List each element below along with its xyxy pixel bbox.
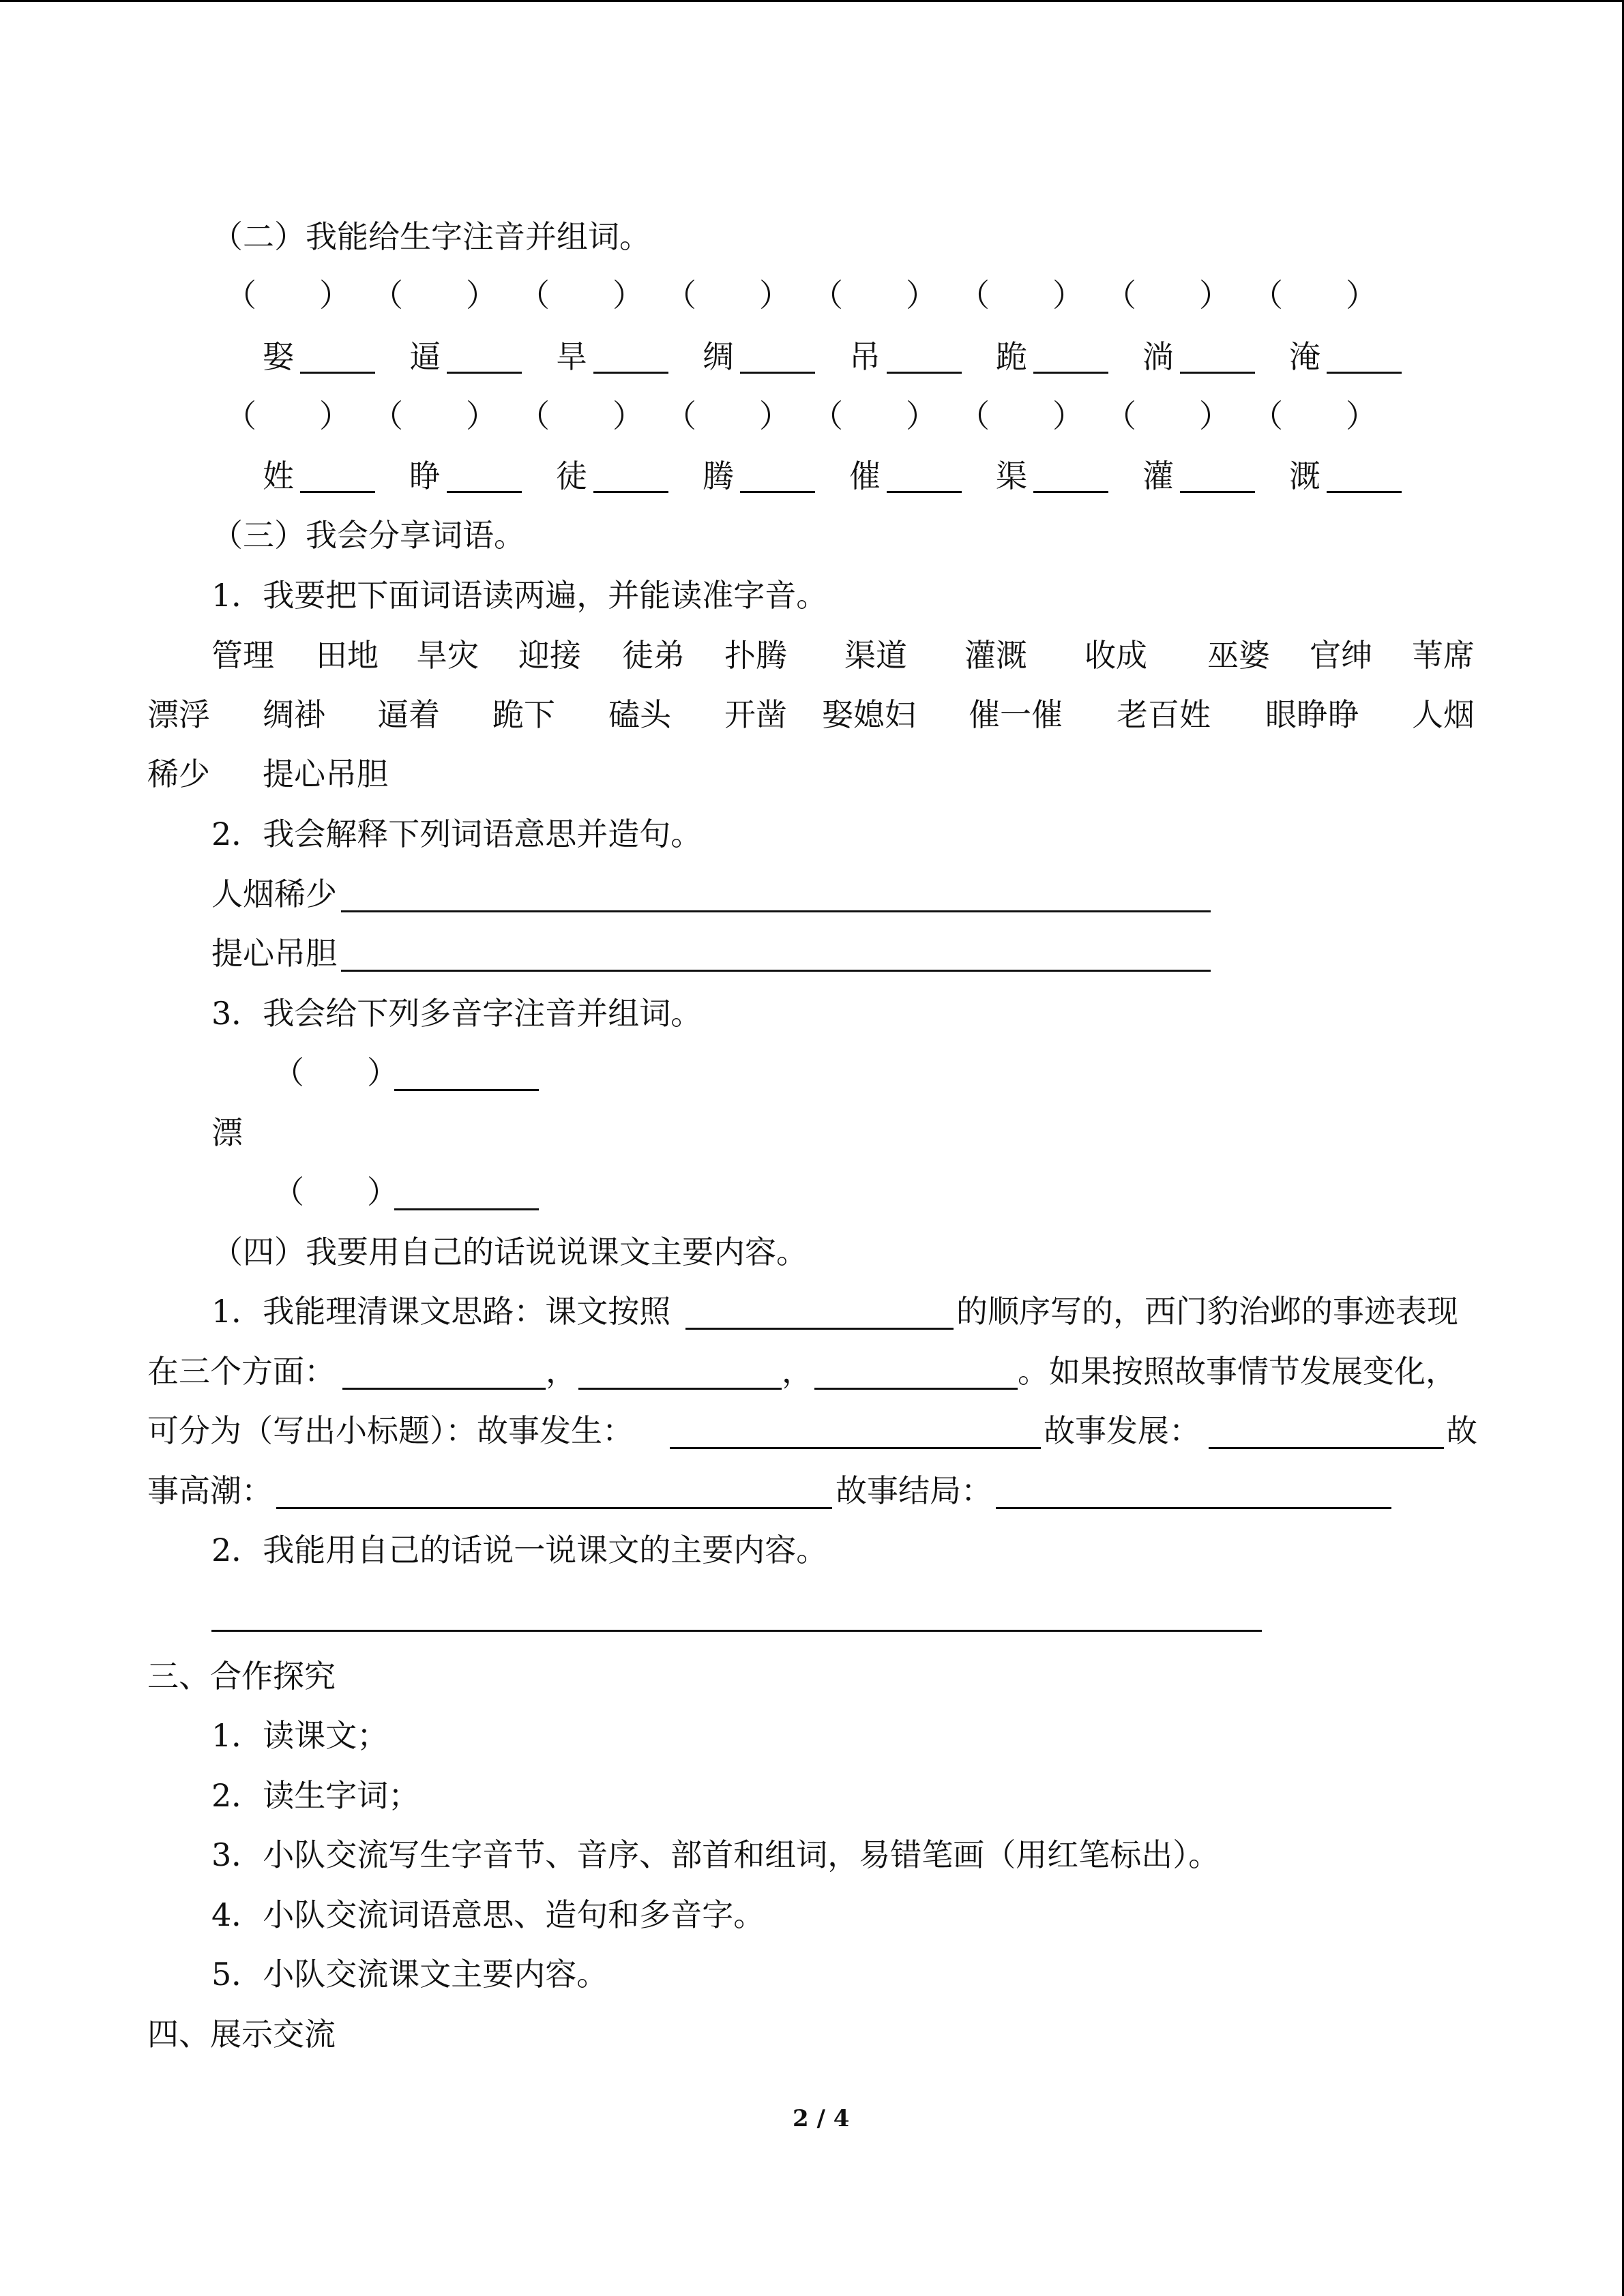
paragraph-text: 故 [1446,1412,1477,1449]
vocab-word: 徒弟 [622,637,685,674]
polyphone-character: 漂 [211,1114,243,1151]
pinyin-paren: （ ） [812,398,937,434]
vocab-word: 提心吊胆 [263,756,388,792]
vocab-word: 娶媳妇 [822,696,916,733]
word-blank[interactable] [1180,491,1255,493]
answer-blank[interactable] [578,1388,782,1390]
word-blank[interactable] [447,372,522,374]
word-blank[interactable] [1033,491,1108,493]
pinyin-paren: （ ） [225,398,351,434]
pinyin-paren: （ ） [1252,277,1377,314]
section-3-title: （三）我会分享词语。 [211,517,525,554]
paragraph-text: 。如果按照故事情节发展变化， [1018,1353,1457,1390]
new-character: 逼 [409,338,441,375]
vocab-word: 逼着 [377,696,440,733]
list-item: 3．小队交流写生字音节、音序、部首和组词，易错笔画（用红笔标出）。 [211,1836,1220,1873]
vocab-word: 扑腾 [724,637,787,674]
new-character: 淌 [1142,338,1174,375]
new-character: 娶 [263,338,294,375]
vocab-word: 漂浮 [147,696,210,733]
vocab-word: 磕头 [608,696,671,733]
word-blank[interactable] [1033,372,1108,374]
word-blank[interactable] [740,372,815,374]
word-blank[interactable] [1327,372,1402,374]
pinyin-paren: （ ） [665,277,791,314]
answer-blank[interactable] [1209,1447,1444,1449]
answer-blank[interactable] [276,1507,832,1509]
new-character: 睁 [409,458,441,494]
word-blank[interactable] [300,372,375,374]
pinyin-paren: （ ） [372,277,497,314]
list-item: 2．读生字词； [211,1777,420,1814]
paragraph-text: 故事发展： [1044,1412,1200,1449]
pinyin-paren: （ ） [958,398,1084,434]
new-character: 溉 [1289,458,1320,494]
paragraph-text: 在三个方面： [147,1353,336,1390]
explain-word: 提心吊胆 [211,935,337,972]
word-blank[interactable] [1180,372,1255,374]
new-character: 灌 [1142,458,1174,494]
pinyin-paren: （ ） [958,277,1084,314]
vocab-word: 灌溉 [964,637,1027,674]
vocab-word: 稀少 [147,756,210,792]
answer-blank[interactable] [685,1328,954,1330]
answer-blank[interactable] [814,1388,1018,1390]
new-character: 跪 [996,338,1027,375]
paragraph-text: 事高潮： [147,1472,273,1509]
vocab-word: 田地 [316,637,379,674]
paragraph-text: 1．我能理清课文思路：课文按照 [211,1293,671,1330]
part-3-title: 三、合作探究 [147,1658,336,1695]
vocab-word: 旱灾 [416,637,479,674]
pinyin-paren: （ ） [1105,398,1230,434]
vocab-word: 人烟 [1412,696,1475,733]
part-4-title: 四、展示交流 [147,2016,336,2053]
answer-blank[interactable] [670,1447,1041,1449]
pinyin-paren: （ ） [665,398,791,434]
list-item: 4．小队交流词语意思、造句和多音字。 [211,1896,765,1933]
word-blank[interactable] [300,491,375,493]
explain-word: 人烟稀少 [211,876,337,912]
list-item: 1．读课文； [211,1717,389,1754]
summary-blank[interactable] [211,1630,1262,1632]
new-character: 绸 [703,338,734,375]
word-blank[interactable] [593,372,668,374]
new-character: 吊 [849,338,881,375]
new-character: 渠 [996,458,1027,494]
vocab-word: 官绅 [1310,637,1372,674]
pinyin-paren: （ ） [225,277,351,314]
word-blank[interactable] [593,491,668,493]
word-blank[interactable] [394,1089,539,1091]
page-number: 2 / 4 [793,2105,850,2132]
instruction: 2．我会解释下列词语意思并造句。 [211,816,703,852]
vocab-word: 苇席 [1412,637,1475,674]
new-character: 腾 [703,458,734,494]
new-character: 徒 [556,458,587,494]
vocab-word: 催一催 [969,696,1063,733]
answer-blank[interactable] [342,1388,546,1390]
pinyin-paren: （ ） [1252,398,1377,434]
paragraph-text: ， [546,1353,577,1390]
vocab-word: 管理 [211,637,274,674]
instruction: 1．我要把下面词语读两遍，并能读准字音。 [211,577,828,614]
vocab-word: 渠道 [844,637,907,674]
vocab-word: 收成 [1084,637,1147,674]
vocab-word: 跪下 [492,696,555,733]
explanation-blank[interactable] [341,910,1211,912]
paragraph-text: 可分为（写出小标题）：故事发生： [147,1412,634,1449]
instruction: 3．我会给下列多音字注音并组词。 [211,995,703,1032]
answer-blank[interactable] [996,1507,1391,1509]
new-character: 淹 [1289,338,1320,375]
word-blank[interactable] [394,1208,539,1210]
word-blank[interactable] [740,491,815,493]
word-blank[interactable] [447,491,522,493]
vocab-word: 开凿 [724,696,787,733]
pinyin-paren: （ ） [273,1174,398,1210]
pinyin-paren: （ ） [273,1054,398,1091]
word-blank[interactable] [887,491,962,493]
section-2-title: （二）我能给生字注音并组词。 [211,218,651,255]
pinyin-paren: （ ） [1105,277,1230,314]
section-4-title: （四）我要用自己的话说说课文主要内容。 [211,1234,808,1270]
vocab-word: 老百姓 [1117,696,1211,733]
paragraph-text: ， [782,1353,813,1390]
pinyin-paren: （ ） [518,277,644,314]
pinyin-paren: （ ） [372,398,497,434]
vocab-word: 迎接 [518,637,581,674]
word-blank[interactable] [1327,491,1402,493]
instruction: 2．我能用自己的话说一说课文的主要内容。 [211,1532,828,1568]
new-character: 旱 [556,338,587,375]
new-character: 姓 [263,458,294,494]
pinyin-paren: （ ） [518,398,644,434]
explanation-blank[interactable] [341,970,1211,972]
vocab-word: 巫婆 [1207,637,1270,674]
list-item: 5．小队交流课文主要内容。 [211,1956,608,1993]
word-blank[interactable] [887,372,962,374]
vocab-word: 眼睁睁 [1265,696,1359,733]
vocab-word: 绸褂 [263,696,325,733]
paragraph-text: 故事结局： [836,1472,992,1509]
paragraph-text: 的顺序写的，西门豹治邺的事迹表现 [956,1293,1458,1330]
new-character: 催 [849,458,881,494]
pinyin-paren: （ ） [812,277,937,314]
